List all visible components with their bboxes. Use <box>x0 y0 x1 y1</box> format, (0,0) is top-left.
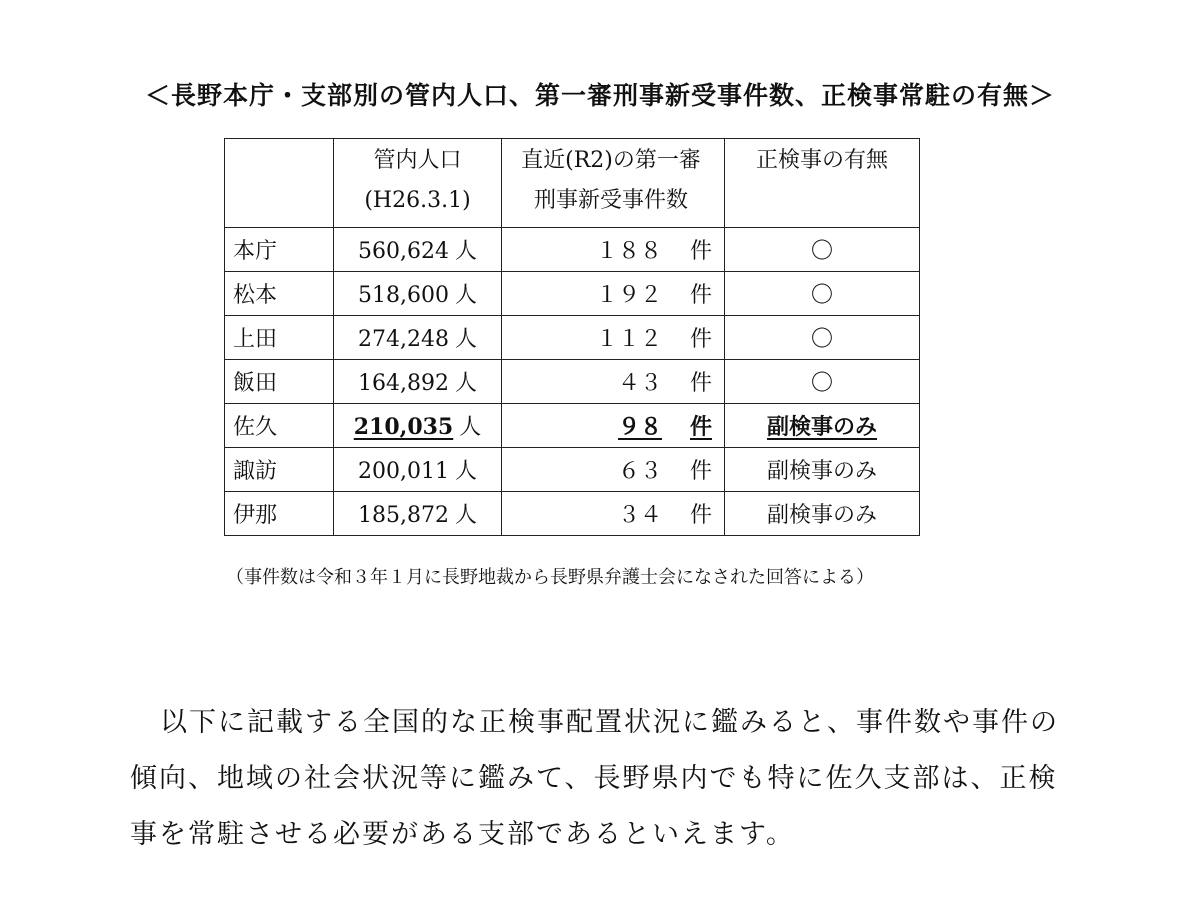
document-title: ＜長野本庁・支部別の管内人口、第一審刑事新受事件数、正検事常駐の有無＞ <box>144 81 1055 110</box>
header-cases-line2: 刑事新受事件数 <box>533 188 688 213</box>
cases-cell <box>502 272 725 316</box>
header-prosecutor: 正検事の有無 <box>725 139 920 228</box>
table-row <box>225 272 920 316</box>
population-value: 164,892 <box>358 371 449 396</box>
table-row <box>225 228 920 272</box>
population-value: 560,624 <box>358 239 449 264</box>
office-cell: 松本 <box>225 272 334 316</box>
office-cell: 上田 <box>225 316 334 360</box>
table-row <box>225 316 920 360</box>
prosecutor-cell <box>725 404 920 448</box>
office-cell: 本庁 <box>225 228 334 272</box>
office-cell: 諏訪 <box>225 448 334 492</box>
cases-cell <box>502 492 725 536</box>
cases-cell <box>502 404 725 448</box>
table-source-note: （事件数は令和３年１月に長野地裁から長野県弁護士会になされた回答による） <box>226 567 874 588</box>
cases-value: ６３ <box>617 459 662 484</box>
cases-unit: 件 <box>689 371 712 396</box>
population-cell <box>334 228 502 272</box>
population-cell <box>334 272 502 316</box>
cases-value: ４３ <box>617 371 662 396</box>
cases-unit: 件 <box>689 503 712 528</box>
population-unit: 人 <box>454 283 477 308</box>
population-cell <box>334 492 502 536</box>
prosecutor-cell: 〇 <box>725 272 920 316</box>
population-unit: 人 <box>454 459 477 484</box>
cases-unit: 件 <box>689 239 712 264</box>
population-unit: 人 <box>454 503 477 528</box>
cases-value: １８８ <box>595 239 662 264</box>
prosecutor-cell: 〇 <box>725 360 920 404</box>
table-row-highlight <box>225 404 920 448</box>
prosecutor-cell: 〇 <box>725 228 920 272</box>
office-cell: 飯田 <box>225 360 334 404</box>
population-unit: 人 <box>454 371 477 396</box>
population-cell <box>334 448 502 492</box>
header-population-line2: (H26.3.1) <box>364 188 471 213</box>
prosecutor-cell: 副検事のみ <box>725 492 920 536</box>
header-cases <box>502 139 725 228</box>
header-blank <box>225 139 334 228</box>
population-value: 210,035 <box>353 414 454 440</box>
body-paragraph: 以下に記載する全国的な正検事配置状況に鑑みると、事件数や事件の傾向、地域の社会状況等に鑑みて、長野県内でも特に佐久支部は、正検事を常駐させる必要がある支部であるといえます。 <box>130 707 1059 850</box>
population-value: 200,011 <box>358 459 449 484</box>
population-value: 518,600 <box>358 283 449 308</box>
population-cell <box>334 404 502 448</box>
stats-table <box>224 138 920 536</box>
cases-emphasis <box>618 414 712 440</box>
office-cell: 伊那 <box>225 492 334 536</box>
prosecutor-value: 副検事のみ <box>766 414 877 440</box>
cases-unit: 件 <box>689 283 712 308</box>
cases-value: ９８ <box>617 414 662 440</box>
population-cell <box>334 316 502 360</box>
cases-unit: 件 <box>689 414 712 440</box>
header-population <box>334 139 502 228</box>
cases-cell <box>502 448 725 492</box>
cases-value: ３４ <box>617 503 662 528</box>
population-unit: 人 <box>459 415 482 440</box>
prosecutor-cell: 副検事のみ <box>725 448 920 492</box>
cases-cell <box>502 316 725 360</box>
cases-cell <box>502 360 725 404</box>
cases-value: １１２ <box>595 327 662 352</box>
population-value: 274,248 <box>358 327 449 352</box>
header-cases-line1: 直近(R2)の第一審 <box>521 148 701 173</box>
population-cell <box>334 360 502 404</box>
table-row <box>225 360 920 404</box>
population-value: 185,872 <box>358 503 449 528</box>
table-row <box>225 448 920 492</box>
population-emphasis <box>354 414 454 440</box>
table-header-row <box>225 139 920 228</box>
cases-unit: 件 <box>689 459 712 484</box>
cases-unit: 件 <box>689 327 712 352</box>
table-row <box>225 492 920 536</box>
population-unit: 人 <box>454 327 477 352</box>
cases-value: １９２ <box>595 283 662 308</box>
header-population-line1: 管内人口 <box>373 148 462 173</box>
population-unit: 人 <box>454 239 477 264</box>
office-cell: 佐久 <box>225 404 334 448</box>
prosecutor-cell: 〇 <box>725 316 920 360</box>
cases-cell <box>502 228 725 272</box>
